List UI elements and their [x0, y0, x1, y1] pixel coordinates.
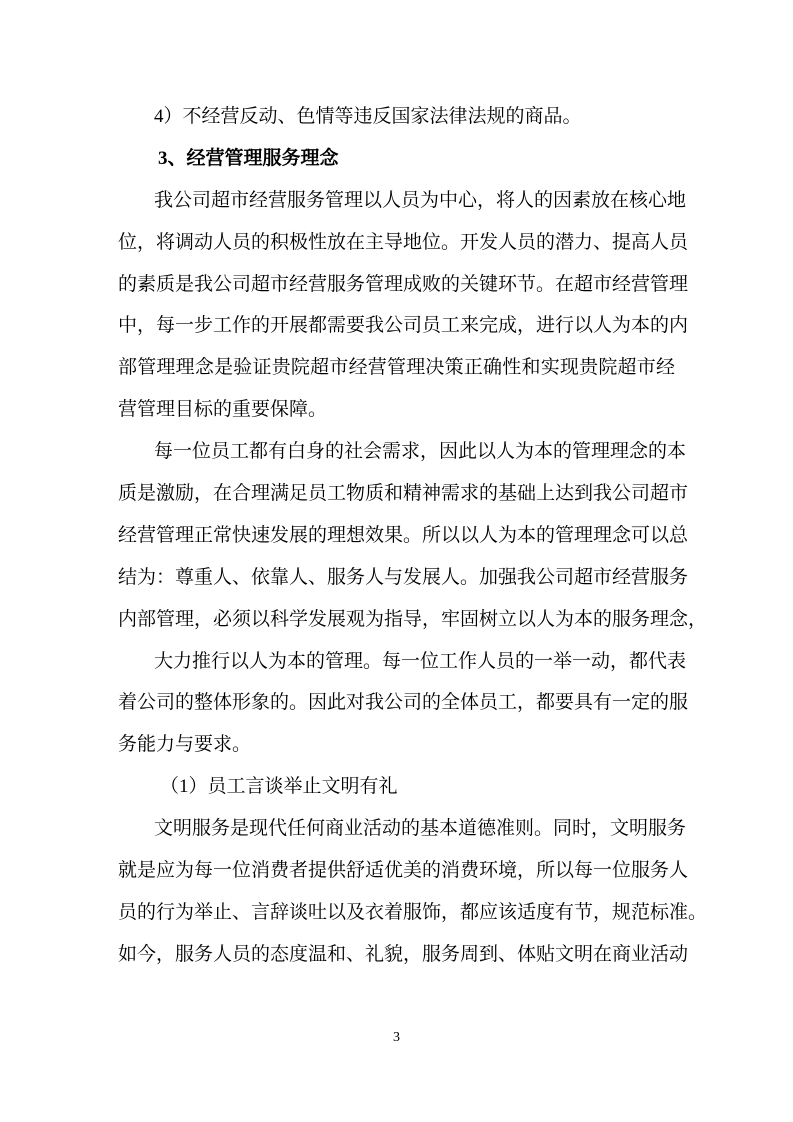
paragraph-line: 中，每一步工作的开展都需要我公司员工来完成，进行以人为本的内: [118, 315, 689, 337]
document-body: [118, 96, 708, 976]
section-heading: 3、经营管理服务理念: [158, 147, 339, 169]
page-number: 3: [393, 1030, 400, 1045]
paragraph-line: 经营管理正常快速发展的理想效果。所以以人为本的管理理念可以总: [118, 524, 689, 546]
paragraph-line: 每一位员工都有白身的社会需求，因此以人为本的管理理念的本: [154, 441, 687, 463]
paragraph-line: 如今，服务人员的态度温和、礼貌，服务周到、体贴文明在商业活动: [118, 943, 689, 965]
subsection-heading: （1）员工言谈举止文明有礼: [160, 776, 398, 798]
paragraph-line: 着公司的整体形象的。因此对我公司的全体员工，都要具有一定的服: [118, 692, 689, 714]
paragraph-line: 位，将调动人员的积极性放在主导地位。开发人员的潜力、提高人员: [118, 231, 689, 253]
paragraph-line: 务能力与要求。: [118, 734, 252, 756]
paragraph-line: 的素质是我公司超市经营服务管理成败的关键环节。在超市经营管理: [118, 273, 689, 295]
paragraph-line: 质是激励，在合理满足员工物质和精神需求的基础上达到我公司超市: [118, 483, 689, 505]
paragraph-line: 营管理目标的重要保障。: [118, 399, 328, 421]
paragraph-line: 员的行为举止、言辞谈吐以及衣着服饰，都应该适度有节，规范标准。: [118, 901, 708, 923]
paragraph-line: 大力推行以人为本的管理。每一位工作人员的一举一动，都代表: [154, 650, 687, 672]
paragraph-line: 部管理理念是验证贵院超市经营管理决策正确性和实现贵院超市经: [118, 357, 675, 379]
paragraph-line: 文明服务是现代任何商业活动的基本道德准则。同时，文明服务: [154, 818, 687, 840]
paragraph-line: 我公司超市经营服务管理以人员为中心，将人的因素放在核心地: [154, 189, 687, 211]
paragraph-line: 结为：尊重人、依靠人、服务人与发展人。加强我公司超市经营服务: [118, 566, 689, 588]
list-item-4: 4）不经营反动、色情等违反国家法律法规的商品。: [154, 106, 582, 127]
paragraph-line: 就是应为每一位消费者提供舒适优美的消费环境，所以每一位服务人: [118, 860, 689, 882]
paragraph-line: 内部管理，必须以科学发展观为指导，牢固树立以人为本的服务理念，: [118, 608, 708, 630]
